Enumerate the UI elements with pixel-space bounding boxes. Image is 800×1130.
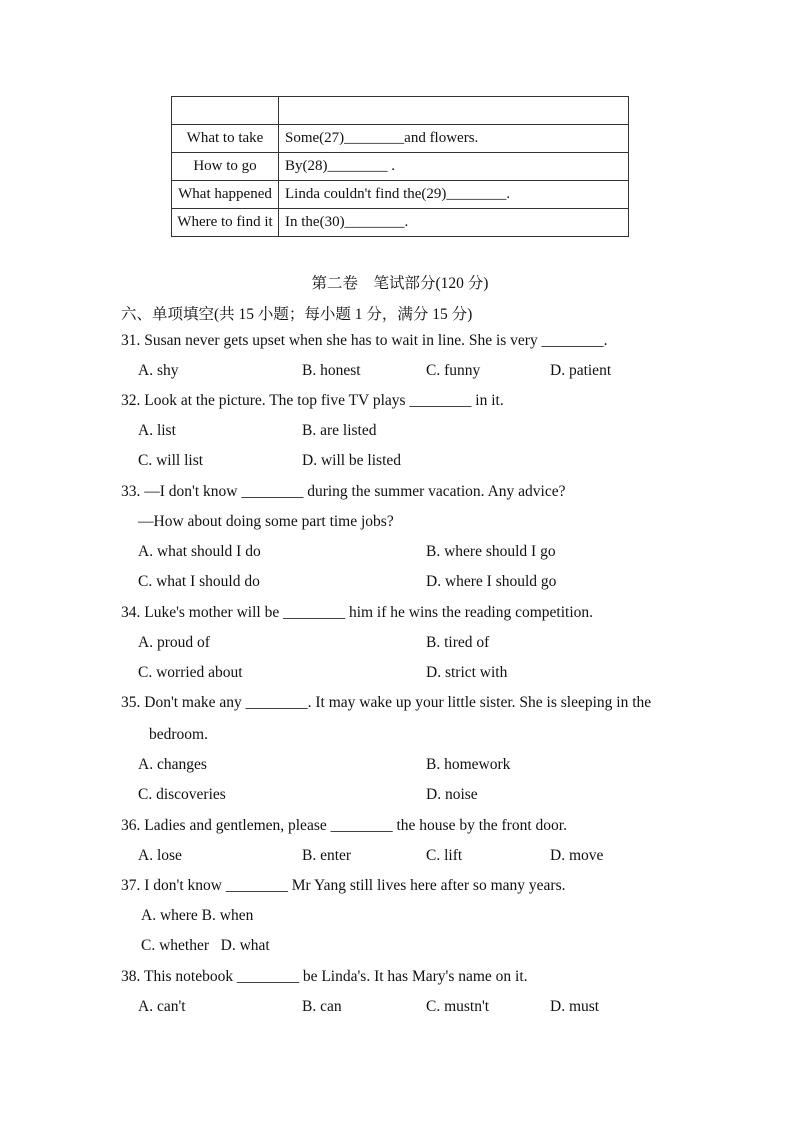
table-row <box>172 97 629 125</box>
q37-options-ab: A. where B. when <box>141 907 254 924</box>
q35-option-b: B. homework <box>426 756 511 773</box>
q31-option-b: B. honest <box>302 362 361 379</box>
table-row <box>172 181 629 209</box>
q34-option-a: A. proud of <box>138 634 210 651</box>
table-cell: What to take <box>172 125 279 153</box>
question-38-stem: 38. This notebook ________ be Linda's. It has Mary's name on it. <box>121 968 528 985</box>
table-cell: Where to find it <box>172 209 279 237</box>
q35-option-c: C. discoveries <box>138 786 226 803</box>
q34-option-c: C. worried about <box>138 664 243 681</box>
info-table <box>171 96 629 237</box>
q34-option-d: D. strict with <box>426 664 508 681</box>
table-cell: Linda couldn't find the(29)________. <box>279 181 629 209</box>
q33-option-b: B. where should I go <box>426 543 556 560</box>
q31-option-a: A. shy <box>138 362 179 379</box>
question-33-reply: —How about doing some part time jobs? <box>138 513 394 530</box>
question-34-stem: 34. Luke's mother will be ________ him if he wins the reading competition. <box>121 604 594 621</box>
q31-option-d: D. patient <box>550 362 612 379</box>
table-row <box>172 209 629 237</box>
part-title: 第二卷 笔试部分(120 分) <box>311 275 489 292</box>
q32-option-c: C. will list <box>138 452 204 469</box>
q36-option-b: B. enter <box>302 847 352 864</box>
table-cell: How to go <box>172 153 279 181</box>
question-35-stem-cont: bedroom. <box>149 726 208 743</box>
table-cell: Some(27)________and flowers. <box>279 125 629 153</box>
q33-option-a: A. what should I do <box>138 543 261 560</box>
q38-option-b: B. can <box>302 998 342 1015</box>
q38-option-d: D. must <box>550 998 600 1015</box>
table-cell: By(28)________ . <box>279 153 629 181</box>
table-cell: What happened <box>172 181 279 209</box>
question-37-stem: 37. I don't know ________ Mr Yang still lives here after so many years. <box>121 877 566 894</box>
q36-option-c: C. lift <box>426 847 463 864</box>
question-36-stem: 36. Ladies and gentlemen, please ________ the house by the front door. <box>121 817 567 834</box>
table-cell: In the(30)________. <box>279 209 629 237</box>
table-cell <box>172 97 279 125</box>
question-32-stem: 32. Look at the picture. The top five TV plays ________ in it. <box>121 392 504 409</box>
q34-option-b: B. tired of <box>426 634 490 651</box>
question-35-stem: 35. Don't make any ________. It may wake up your little sister. She is sleeping in the <box>121 694 652 711</box>
table-row <box>172 125 629 153</box>
q31-option-c: C. funny <box>426 362 481 379</box>
q33-option-d: D. where I should go <box>426 573 557 590</box>
q38-option-c: C. mustn't <box>426 998 490 1015</box>
q32-option-d: D. will be listed <box>302 452 402 469</box>
table-row <box>172 153 629 181</box>
q38-option-a: A. can't <box>138 998 186 1015</box>
q36-option-d: D. move <box>550 847 604 864</box>
q35-option-d: D. noise <box>426 786 478 803</box>
question-31-stem: 31. Susan never gets upset when she has to wait in line. She is very ________. <box>121 332 608 349</box>
q32-option-b: B. are listed <box>302 422 377 439</box>
q35-option-a: A. changes <box>138 756 207 773</box>
q36-option-a: A. lose <box>138 847 182 864</box>
q32-option-a: A. list <box>138 422 176 439</box>
section-heading: 六、单项填空(共 15 小题；每小题 1 分，满分 15 分) <box>121 306 473 323</box>
q33-option-c: C. what I should do <box>138 573 260 590</box>
table-cell <box>279 97 629 125</box>
q37-options-cd: C. whether D. what <box>141 937 270 954</box>
question-33-stem: 33. —I don't know ________ during the summer vacation. Any advice? <box>121 483 566 500</box>
